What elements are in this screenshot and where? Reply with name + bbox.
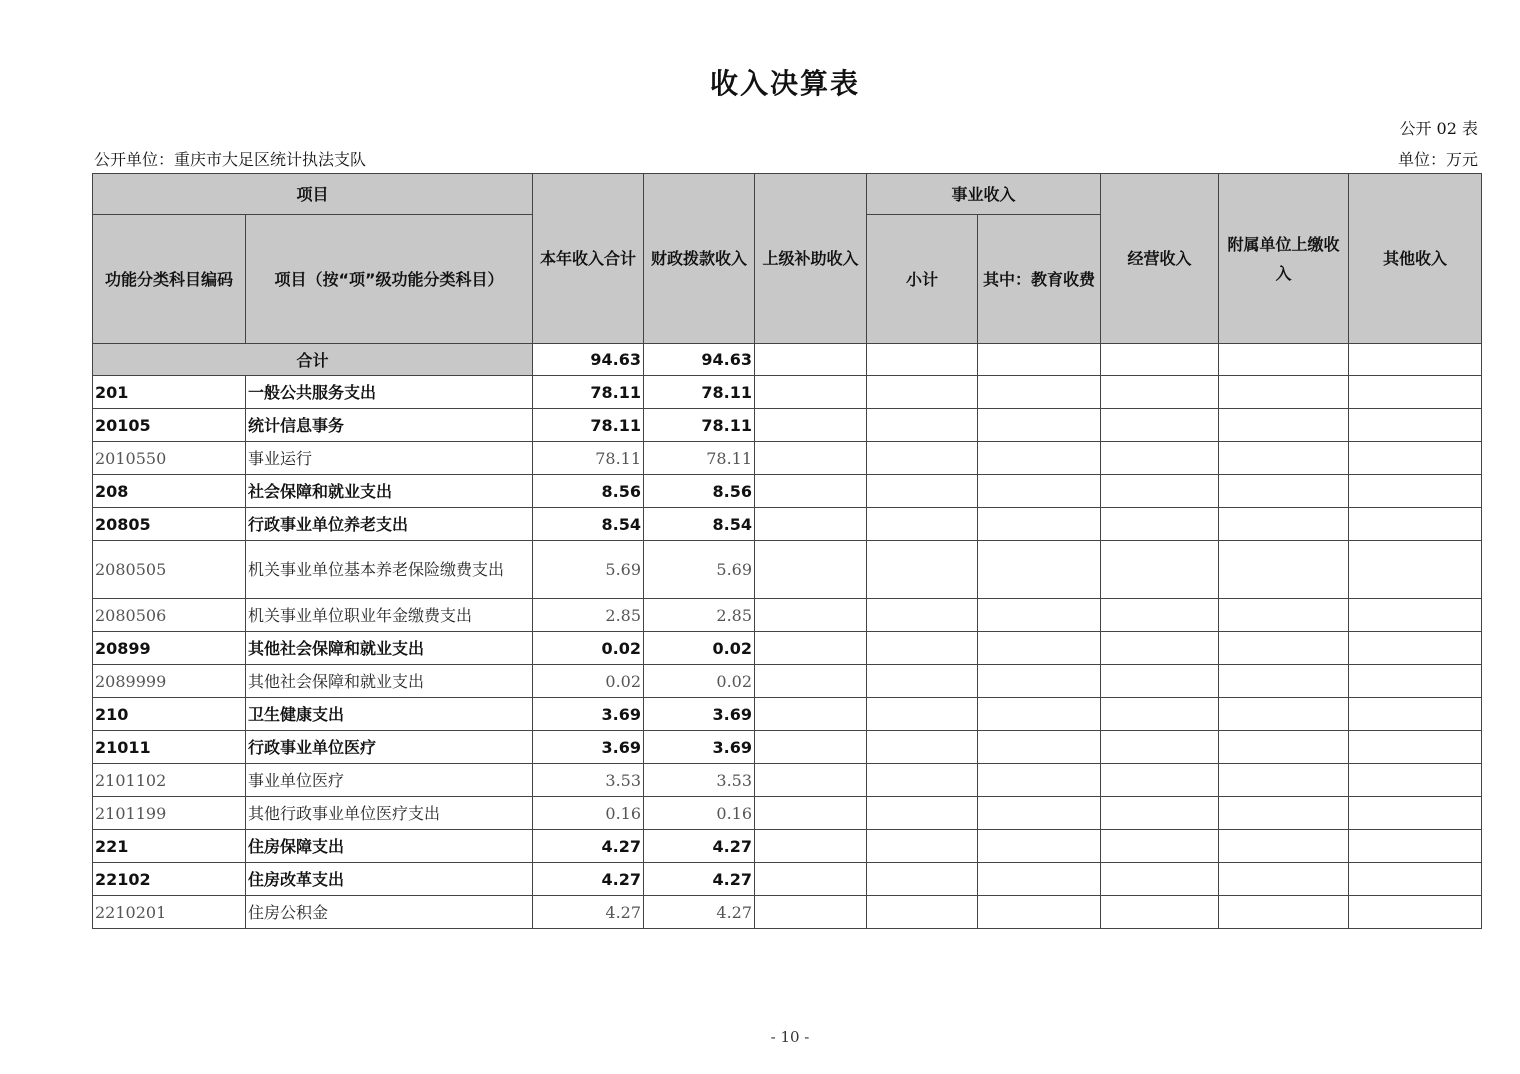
empty-cell	[1219, 508, 1349, 541]
name-cell: 住房保障支出	[246, 830, 533, 863]
empty-cell	[867, 344, 978, 376]
header-fiscal: 财政拨款收入	[644, 174, 755, 344]
total-income-cell: 8.56	[533, 475, 644, 508]
code-cell: 221	[93, 830, 246, 863]
form-number: 公开 02 表	[1399, 119, 1478, 138]
organization-name: 重庆市大足区统计执法支队	[174, 150, 367, 169]
fiscal-cell: 3.69	[644, 698, 755, 731]
empty-cell	[867, 442, 978, 475]
empty-cell	[1349, 442, 1482, 475]
table-row	[93, 376, 1482, 409]
table-row	[93, 698, 1482, 731]
empty-cell	[1219, 599, 1349, 632]
table-row	[93, 764, 1482, 797]
name-cell: 行政事业单位养老支出	[246, 508, 533, 541]
empty-cell	[867, 665, 978, 698]
empty-cell	[1101, 797, 1219, 830]
table-row	[93, 475, 1482, 508]
name-cell: 卫生健康支出	[246, 698, 533, 731]
total-income-cell: 3.69	[533, 698, 644, 731]
empty-cell	[1101, 698, 1219, 731]
empty-cell	[867, 896, 978, 929]
name-cell: 社会保障和就业支出	[246, 475, 533, 508]
empty-cell	[1219, 632, 1349, 665]
header-superior: 上级补助收入	[755, 174, 867, 344]
empty-cell	[1101, 863, 1219, 896]
fiscal-cell: 4.27	[644, 830, 755, 863]
code-cell: 20805	[93, 508, 246, 541]
table-row	[93, 409, 1482, 442]
total-fiscal-cell: 94.63	[644, 344, 755, 376]
empty-cell	[978, 731, 1101, 764]
table-row	[93, 599, 1482, 632]
empty-cell	[755, 764, 867, 797]
header-affiliated: 附属单位上缴收入	[1219, 174, 1349, 344]
total-row	[93, 344, 1482, 376]
empty-cell	[1101, 599, 1219, 632]
empty-cell	[978, 541, 1101, 599]
empty-cell	[1101, 665, 1219, 698]
empty-cell	[1219, 896, 1349, 929]
total-income-cell: 0.02	[533, 632, 644, 665]
table-row	[93, 632, 1482, 665]
total-income-cell: 8.54	[533, 508, 644, 541]
empty-cell	[978, 896, 1101, 929]
name-cell: 事业单位医疗	[246, 764, 533, 797]
name-cell: 一般公共服务支出	[246, 376, 533, 409]
empty-cell	[1101, 442, 1219, 475]
code-cell: 20899	[93, 632, 246, 665]
code-cell: 208	[93, 475, 246, 508]
total-income-cell: 78.11	[533, 409, 644, 442]
empty-cell	[1219, 830, 1349, 863]
empty-cell	[1101, 508, 1219, 541]
code-cell: 20105	[93, 409, 246, 442]
name-cell: 其他社会保障和就业支出	[246, 665, 533, 698]
empty-cell	[1349, 830, 1482, 863]
empty-cell	[1101, 632, 1219, 665]
empty-cell	[1219, 665, 1349, 698]
fiscal-cell: 8.56	[644, 475, 755, 508]
code-cell: 210	[93, 698, 246, 731]
empty-cell	[978, 475, 1101, 508]
name-cell: 统计信息事务	[246, 409, 533, 442]
name-cell: 行政事业单位医疗	[246, 731, 533, 764]
code-cell: 2210201	[93, 896, 246, 929]
empty-cell	[1349, 344, 1482, 376]
fiscal-cell: 0.02	[644, 665, 755, 698]
header-operating: 经营收入	[1101, 174, 1219, 344]
code-cell: 2080505	[93, 541, 246, 599]
empty-cell	[978, 442, 1101, 475]
empty-cell	[978, 508, 1101, 541]
empty-cell	[755, 442, 867, 475]
empty-cell	[1219, 731, 1349, 764]
empty-cell	[867, 698, 978, 731]
income-table	[92, 173, 1482, 929]
empty-cell	[755, 344, 867, 376]
empty-cell	[867, 409, 978, 442]
empty-cell	[867, 830, 978, 863]
empty-cell	[978, 665, 1101, 698]
empty-cell	[1219, 344, 1349, 376]
fiscal-cell: 4.27	[644, 863, 755, 896]
header-total: 本年收入合计	[533, 174, 644, 344]
empty-cell	[755, 541, 867, 599]
code-cell: 21011	[93, 731, 246, 764]
total-income-cell: 3.69	[533, 731, 644, 764]
table-row	[93, 863, 1482, 896]
header-name: 项目（按“项”级功能分类科目）	[246, 215, 533, 344]
empty-cell	[755, 632, 867, 665]
empty-cell	[867, 797, 978, 830]
header-code: 功能分类科目编码	[93, 215, 246, 344]
fiscal-cell: 3.69	[644, 731, 755, 764]
empty-cell	[755, 863, 867, 896]
page-number: - 10 -	[770, 1028, 810, 1046]
empty-cell	[1101, 830, 1219, 863]
empty-cell	[1219, 698, 1349, 731]
total-income-cell: 5.69	[533, 541, 644, 599]
organization-line	[94, 147, 366, 170]
empty-cell	[1349, 508, 1482, 541]
empty-cell	[1349, 376, 1482, 409]
empty-cell	[1349, 764, 1482, 797]
header-business-group: 事业收入	[867, 174, 1101, 215]
total-income-cell: 4.27	[533, 830, 644, 863]
empty-cell	[978, 599, 1101, 632]
total-income-cell: 94.63	[533, 344, 644, 376]
empty-cell	[867, 731, 978, 764]
empty-cell	[1349, 632, 1482, 665]
empty-cell	[755, 896, 867, 929]
empty-cell	[755, 475, 867, 508]
empty-cell	[1349, 541, 1482, 599]
empty-cell	[867, 475, 978, 508]
empty-cell	[1219, 376, 1349, 409]
empty-cell	[1219, 797, 1349, 830]
total-income-cell: 2.85	[533, 599, 644, 632]
empty-cell	[867, 541, 978, 599]
header-education: 其中：教育收费	[978, 215, 1101, 344]
empty-cell	[755, 665, 867, 698]
name-cell: 事业运行	[246, 442, 533, 475]
table-row	[93, 731, 1482, 764]
empty-cell	[1101, 409, 1219, 442]
empty-cell	[978, 797, 1101, 830]
fiscal-cell: 4.27	[644, 896, 755, 929]
empty-cell	[867, 508, 978, 541]
name-cell: 住房改革支出	[246, 863, 533, 896]
table-row	[93, 665, 1482, 698]
code-cell: 201	[93, 376, 246, 409]
fiscal-cell: 78.11	[644, 442, 755, 475]
empty-cell	[867, 376, 978, 409]
empty-cell	[1101, 344, 1219, 376]
code-cell: 2089999	[93, 665, 246, 698]
empty-cell	[1219, 442, 1349, 475]
empty-cell	[1101, 541, 1219, 599]
total-income-cell: 78.11	[533, 376, 644, 409]
total-income-cell: 4.27	[533, 863, 644, 896]
empty-cell	[755, 508, 867, 541]
name-cell: 其他行政事业单位医疗支出	[246, 797, 533, 830]
empty-cell	[1219, 764, 1349, 797]
total-income-cell: 0.16	[533, 797, 644, 830]
unit-label: 单位：万元	[1397, 150, 1478, 169]
name-cell: 住房公积金	[246, 896, 533, 929]
empty-cell	[755, 376, 867, 409]
header-project-group: 项目	[93, 174, 533, 215]
code-cell: 2010550	[93, 442, 246, 475]
empty-cell	[755, 409, 867, 442]
empty-cell	[978, 764, 1101, 797]
empty-cell	[978, 376, 1101, 409]
table-row	[93, 541, 1482, 599]
empty-cell	[1349, 731, 1482, 764]
empty-cell	[1101, 731, 1219, 764]
empty-cell	[1219, 475, 1349, 508]
code-cell: 2101199	[93, 797, 246, 830]
fiscal-cell: 0.02	[644, 632, 755, 665]
header-row-1	[93, 174, 1482, 215]
table-row	[93, 508, 1482, 541]
empty-cell	[1101, 764, 1219, 797]
total-income-cell: 3.53	[533, 764, 644, 797]
empty-cell	[755, 599, 867, 632]
page-title: 收入决算表	[709, 67, 860, 100]
header-subtotal: 小计	[867, 215, 978, 344]
fiscal-cell: 3.53	[644, 764, 755, 797]
empty-cell	[978, 863, 1101, 896]
code-cell: 2101102	[93, 764, 246, 797]
fiscal-cell: 8.54	[644, 508, 755, 541]
code-cell: 22102	[93, 863, 246, 896]
empty-cell	[978, 632, 1101, 665]
empty-cell	[1219, 863, 1349, 896]
empty-cell	[1349, 599, 1482, 632]
total-income-cell: 78.11	[533, 442, 644, 475]
table-row	[93, 797, 1482, 830]
empty-cell	[755, 698, 867, 731]
header-other: 其他收入	[1349, 174, 1482, 344]
total-income-cell: 0.02	[533, 665, 644, 698]
total-label: 合计	[93, 344, 533, 376]
empty-cell	[867, 764, 978, 797]
empty-cell	[978, 344, 1101, 376]
fiscal-cell: 78.11	[644, 376, 755, 409]
empty-cell	[978, 409, 1101, 442]
empty-cell	[1349, 797, 1482, 830]
empty-cell	[755, 797, 867, 830]
empty-cell	[1219, 541, 1349, 599]
name-cell: 机关事业单位基本养老保险缴费支出	[246, 541, 533, 599]
empty-cell	[867, 863, 978, 896]
empty-cell	[867, 599, 978, 632]
name-cell: 其他社会保障和就业支出	[246, 632, 533, 665]
empty-cell	[978, 830, 1101, 863]
fiscal-cell: 2.85	[644, 599, 755, 632]
empty-cell	[1101, 896, 1219, 929]
code-cell: 2080506	[93, 599, 246, 632]
empty-cell	[1349, 698, 1482, 731]
empty-cell	[755, 830, 867, 863]
organization-label: 公开单位：	[94, 150, 175, 169]
fiscal-cell: 78.11	[644, 409, 755, 442]
fiscal-cell: 5.69	[644, 541, 755, 599]
table-row	[93, 442, 1482, 475]
fiscal-cell: 0.16	[644, 797, 755, 830]
total-income-cell: 4.27	[533, 896, 644, 929]
empty-cell	[1219, 409, 1349, 442]
empty-cell	[978, 698, 1101, 731]
table-row	[93, 830, 1482, 863]
empty-cell	[1349, 896, 1482, 929]
empty-cell	[755, 731, 867, 764]
empty-cell	[1349, 863, 1482, 896]
empty-cell	[1101, 475, 1219, 508]
empty-cell	[1349, 475, 1482, 508]
table-row	[93, 896, 1482, 929]
name-cell: 机关事业单位职业年金缴费支出	[246, 599, 533, 632]
empty-cell	[1349, 409, 1482, 442]
empty-cell	[1349, 665, 1482, 698]
empty-cell	[867, 632, 978, 665]
empty-cell	[1101, 376, 1219, 409]
